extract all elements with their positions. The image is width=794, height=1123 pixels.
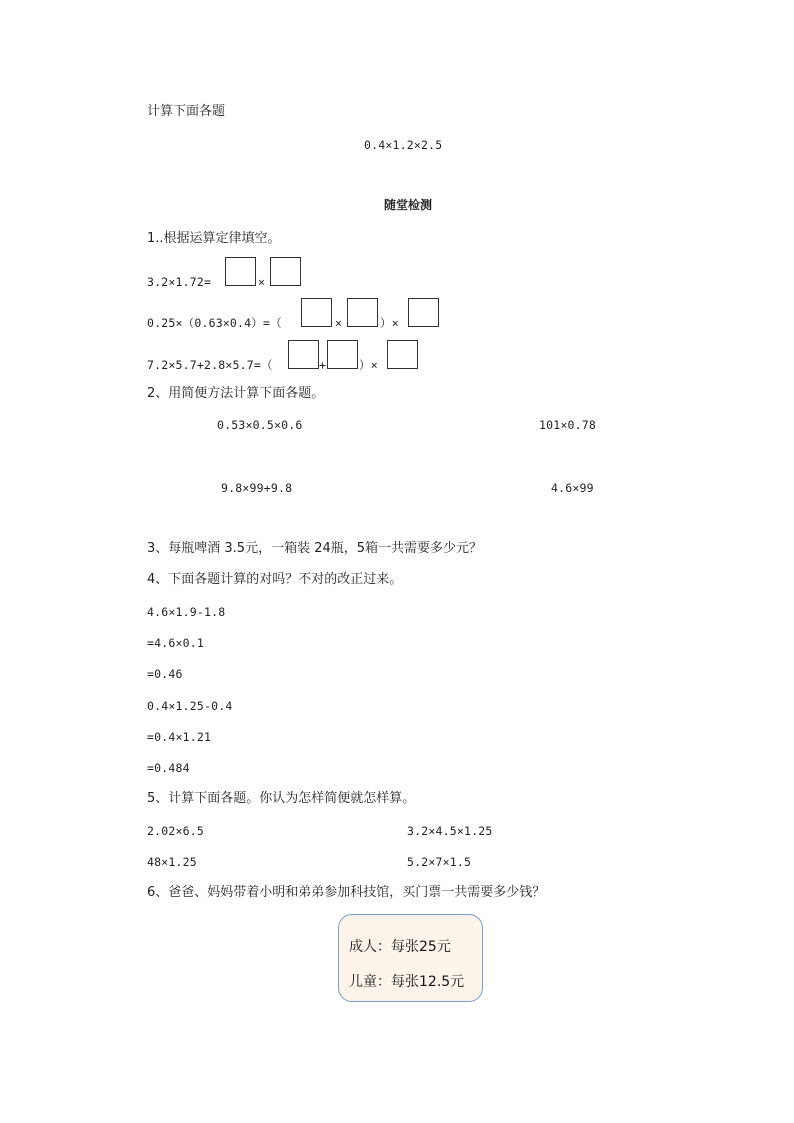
- q4-line-4: 0.4×1.25-0.4: [147, 699, 233, 713]
- q1-line2-box1[interactable]: [301, 298, 332, 327]
- q3-title: 3、每瓶啤酒 3.5元，一箱装 24瓶，5箱一共需要多少元？: [147, 541, 483, 556]
- section-title: 随堂检测: [384, 198, 433, 212]
- q1-line2-box3[interactable]: [408, 298, 439, 327]
- q5-item-3: 48×1.25: [147, 855, 197, 869]
- q4-line-5: =0.4×1.21: [147, 730, 212, 744]
- intro-title: 计算下面各题: [147, 104, 226, 119]
- q1-title: 1..根据运算定律填空。: [147, 231, 281, 246]
- q1-line2-lhs: 0.25×（0.63×0.4）=（: [147, 316, 282, 330]
- q5-title: 5、计算下面各题。你认为怎样简便就怎样算。: [147, 791, 416, 806]
- q1-line2-close: ）×: [380, 316, 399, 330]
- q2-item-3: 9.8×99+9.8: [221, 481, 293, 495]
- q5-item-2: 3.2×4.5×1.25: [407, 824, 493, 838]
- q1-line1-op: ×: [258, 275, 266, 289]
- q1-line3-op: +: [319, 358, 327, 372]
- q1-line1-box2[interactable]: [270, 257, 301, 286]
- intro-expression: 0.4×1.2×2.5: [364, 138, 443, 152]
- q2-item-1: 0.53×0.5×0.6: [217, 418, 303, 432]
- q1-line3-box1[interactable]: [288, 340, 319, 369]
- price-child: 儿童：每张12.5元: [349, 974, 465, 990]
- q1-line3-lhs: 7.2×5.7+2.8×5.7=（: [147, 358, 273, 372]
- q1-line1-lhs: 3.2×1.72=: [147, 275, 212, 289]
- q1-line2-op: ×: [335, 316, 343, 330]
- q1-line2-box2[interactable]: [347, 298, 378, 327]
- price-card: [338, 914, 483, 1002]
- q1-line3-close: ）×: [359, 358, 378, 372]
- q5-item-1: 2.02×6.5: [147, 824, 204, 838]
- q1-line3-box2[interactable]: [327, 340, 358, 369]
- q4-line-2: =4.6×0.1: [147, 636, 204, 650]
- q5-item-4: 5.2×7×1.5: [407, 855, 472, 869]
- q1-line3-box3[interactable]: [387, 340, 418, 369]
- q2-title: 2、用简便方法计算下面各题。: [147, 386, 325, 401]
- q4-line-3: =0.46: [147, 667, 183, 681]
- q4-title: 4、下面各题计算的对吗？不对的改正过来。: [147, 572, 403, 587]
- q4-line-1: 4.6×1.9-1.8: [147, 605, 226, 619]
- q6-title: 6、爸爸、妈妈带着小明和弟弟参加科技馆，买门票一共需要多少钱？: [147, 885, 546, 900]
- q2-item-4: 4.6×99: [551, 481, 594, 495]
- q2-item-2: 101×0.78: [539, 418, 596, 432]
- q4-line-6: =0.484: [147, 761, 190, 775]
- q1-line1-box1[interactable]: [225, 257, 256, 286]
- price-adult: 成人：每张25元: [349, 939, 451, 955]
